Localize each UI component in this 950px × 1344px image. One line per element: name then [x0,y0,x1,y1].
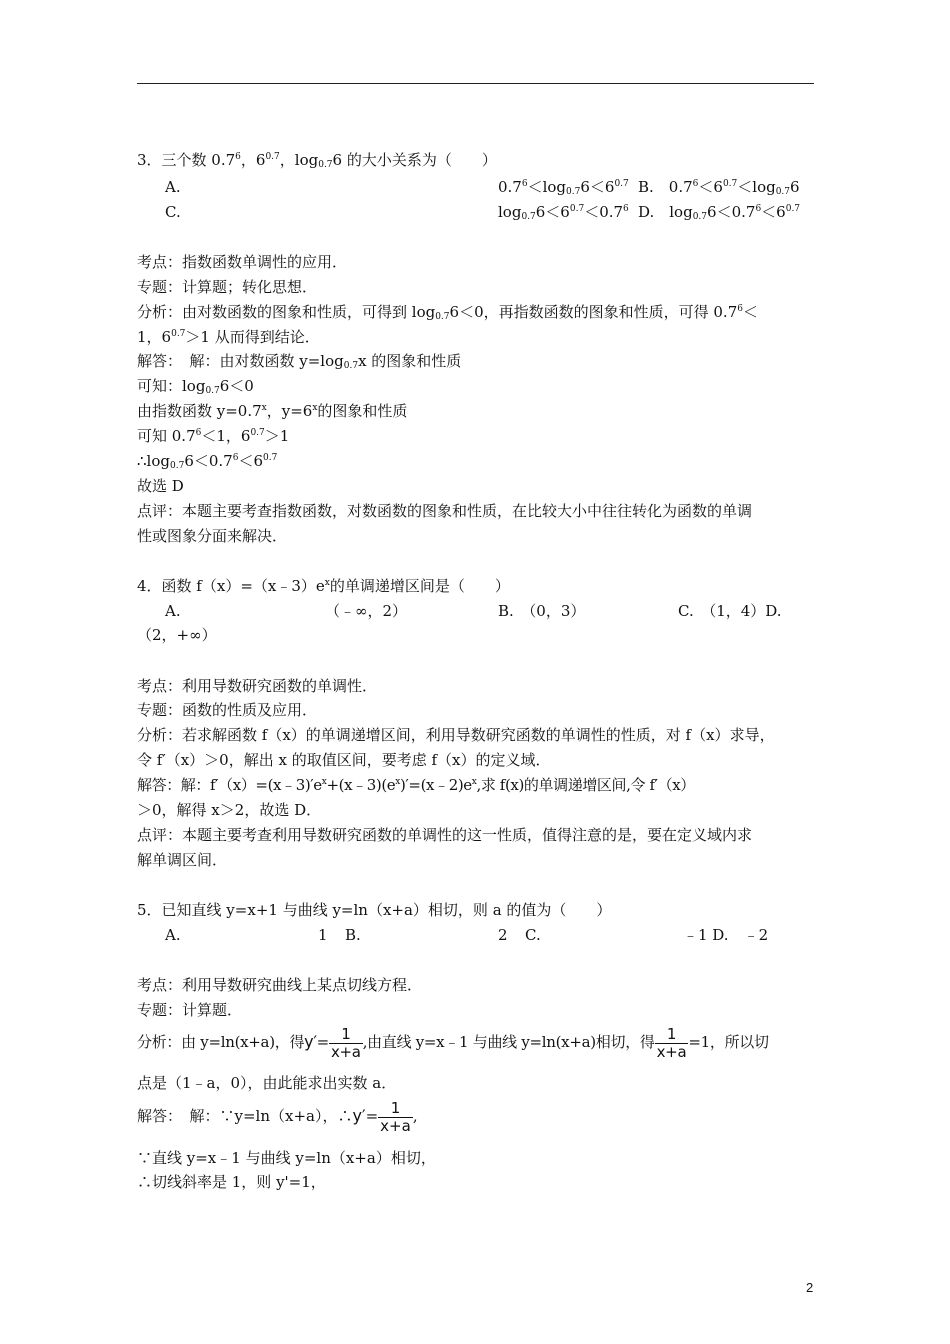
q3-kezhi2: 可知 $0.7^6<1$，$6^{0.7}>1$ [137,427,290,445]
q4-zhuanti: 专题：函数的性质及应用． [137,701,318,719]
q5-line1: ∵直线 y=x﹣1 与曲线 y=ln（x+a）相切， [137,1149,436,1167]
q4-jieda-line2: ＞0，解得 x＞2，故选 D． [137,801,322,819]
q4-option-b: B. （0，3） [498,602,586,620]
q3-therefore: $\therefore\log_{0.7}6<0.7^6<6^{0.7}$ [137,452,278,471]
q3-option-c-label: C. [165,203,181,221]
q3-option-a: $0.7^6<\log_{0.7}6<6^{0.7}$ [498,178,629,197]
q3-zhishu: 由指数函数 $y=0.7^x$，$y=6^x$的图象和性质 [137,402,408,420]
q4-option-c: C. （1，4）D. [678,602,782,620]
q3-stem: 3．三个数 $0.7^6$，$6^{0.7}$，$\log_{0.7}6$ 的大小关系为（ ） [137,151,497,170]
q5-stem: 5．已知直线 y=x+1 与曲线 y=ln（x+a）相切，则 a 的值为（ ） [137,901,612,919]
fraction: $\frac{1}{x+a}$ [380,1098,411,1135]
q3-kaodian: 考点：指数函数单调性的应用． [137,253,348,271]
q5-kaodian: 考点：利用导数研究曲线上某点切线方程． [137,976,423,994]
q4-option-a-label: A. [165,602,181,620]
q4-kaodian: 考点：利用导数研究函数的单调性． [137,677,378,695]
q5-option-c-d: ﹣1 D. ﹣2 [683,926,769,944]
q5-fenxi-line1: 分析：由 y=ln(x+a)，得y′= $\frac{1}{x+a}$ ,由直线 y=x﹣1 与曲线 y=ln(x+a)相切，得 $\frac{1}{x+a}$ =1，所以切 [137,1024,769,1061]
q3-zhuanti: 专题：计算题；转化思想． [137,278,318,296]
q4-dianping-line1: 点评：本题主要考查利用导数研究函数的单调性的这一性质，值得注意的是，要在定义域内求 [137,826,753,844]
q3-choose: 故选 D [137,477,184,495]
q5-fenxi-line2: 点是（1﹣a，0），由此能求出实数 a． [137,1074,397,1092]
fraction: $\frac{1}{x+a}$ [656,1024,687,1061]
q5-zhuanti: 专题：计算题． [137,1001,243,1019]
q3-option-d: D. $\log_{0.7}6<0.7^6<6^{0.7}$ [638,203,801,222]
q5-option-b-label: B. [345,926,361,944]
fraction: $\frac{1}{x+a}$ [330,1024,361,1061]
q4-fenxi-line1: 分析：若求解函数 f（x）的单调递增区间，利用导数研究函数的单调性的性质，对 f（x）求导， [137,726,775,744]
q3-option-c: $\log_{0.7}6<6^{0.7}<0.7^6$ [498,203,629,222]
q4-fenxi-line2: 令 f′（x）＞0，解出 x 的取值区间，要考虑 f（x）的定义域． [137,751,551,769]
q5-option-a-label: A. [165,926,181,944]
q4-option-a: （﹣∞，2） [325,602,408,620]
q3-jieda: 解答： 解：由对数函数 $y=\log_{0.7}x$ 的图象和性质 [137,352,462,371]
q5-option-a: 1 [318,926,328,944]
q3-option-a-label: A. [165,178,181,196]
q3-fenxi-line2: 1，$6^{0.7}>1$ 从而得到结论． [137,328,320,346]
q4-dianping-line2: 解单调区间． [137,851,228,869]
q3-option-b: B. $0.7^6<6^{0.7}<\log_{0.7}6$ [638,178,800,197]
q4-stem: 4．函数 $f(x)=(x﹣3)e^x$的单调递增区间是（ ） [137,577,510,595]
q5-line2: ∴切线斜率是 1，则 y'=1， [137,1173,326,1191]
q3-kezhi: 可知：$\log_{0.7}6<0$ [137,377,254,396]
q5-option-c-label: C. [525,926,541,944]
q3-dianping-line1: 点评：本题主要考查指数函数，对数函数的图象和性质，在比较大小中往往转化为函数的单调 [137,502,753,520]
page-number: 2 [806,1280,814,1295]
header-rule [137,83,814,84]
q4-option-d: （2，+∞） [137,626,217,644]
q3-dianping-line2: 性或图象分面来解决． [137,527,288,545]
q3-fenxi-line1: 分析：由对数函数的图象和性质，可得到 $\log_{0.7}6<0$，再指数函数的图象和性质，可得 $0.7^6<$ [137,303,758,322]
q5-jieda: 解答： 解：∵y=ln（x+a），∴y′= $\frac{1}{x+a}$ , [137,1098,418,1135]
q5-option-b: 2 [498,926,508,944]
q4-jieda-line1: 解答：解：$f'(x)=(x﹣3)'e^x+(x﹣3)(e^x)'=(x﹣2)e^x$,求 f(x)的单调递增区间,令 f′（x） [137,776,695,794]
